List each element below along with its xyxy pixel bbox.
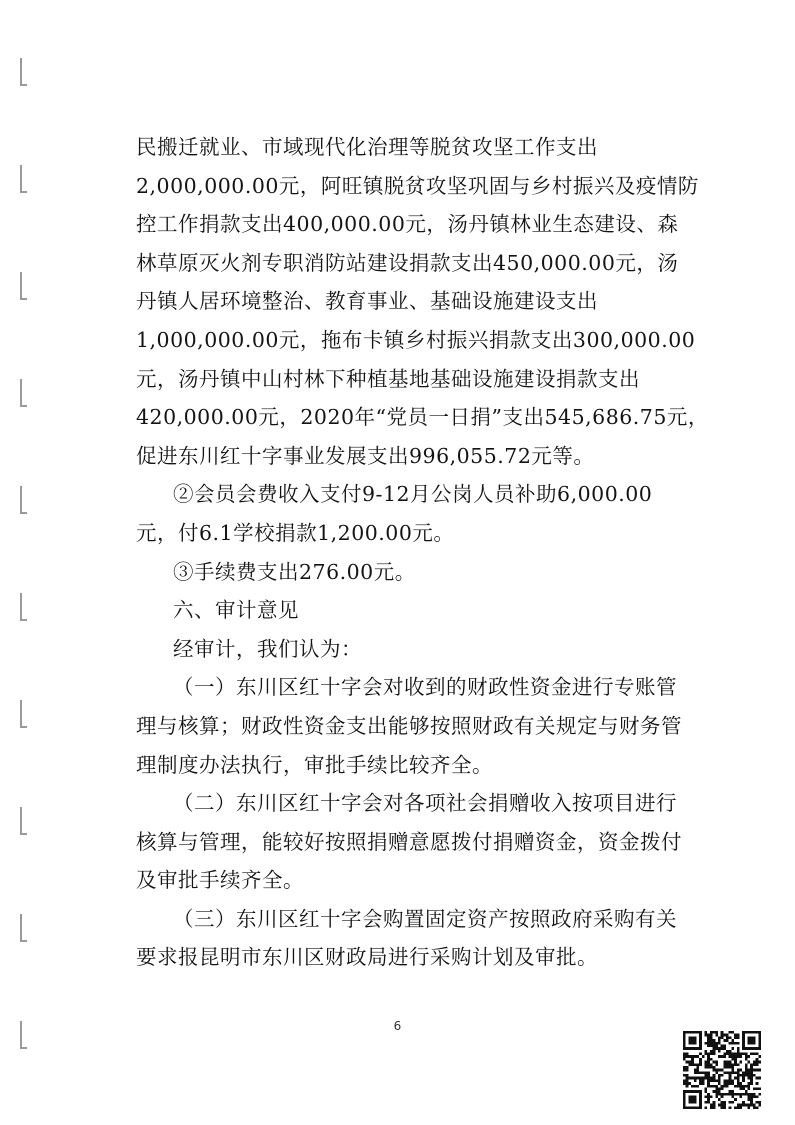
binding-mark <box>18 165 28 195</box>
text-line: 林草原灭火剂专职消防站建设捐款支出450,000.00元，汤 <box>136 250 679 275</box>
body-text <box>136 128 709 977</box>
paragraph <box>136 553 666 592</box>
paragraph <box>136 630 666 669</box>
text-line: 及审批手续齐全。 <box>136 868 304 893</box>
binding-mark <box>18 700 28 730</box>
text-line: 元，付6.1学校捐款1,200.00元。 <box>136 520 455 545</box>
text-line: 理制度办法执行，审批手续比较齐全。 <box>136 752 493 777</box>
text-line: 420,000.00元，2020年“党员一日捐”支出545,686.75元， <box>136 405 709 430</box>
paragraph <box>136 784 682 900</box>
text-line: 元，汤丹镇中山村林下种植基地基础设施建设捐款支出 <box>136 366 640 391</box>
text-line: （三）东川区红十字会购置固定资产按照政府采购有关 <box>173 906 677 931</box>
text-line: （一）东川区红十字会对收到的财政性资金进行专账管 <box>173 675 677 700</box>
text-line: 理与核算；财政性资金支出能够按照财政有关规定与财务管 <box>136 713 682 738</box>
text-line: 促进东川红十字事业发展支出996,055.72元等。 <box>136 443 595 468</box>
text-line: 控工作捐款支出400,000.00元，汤丹镇林业生态建设、森 <box>136 212 679 237</box>
text-line: ③手续费支出276.00元。 <box>173 559 416 584</box>
paragraph <box>136 591 666 630</box>
text-line: 2,000,000.00元，阿旺镇脱贫攻坚巩固与乡村振兴及疫情防 <box>136 173 699 198</box>
binding-mark <box>18 272 28 302</box>
text-line: 民搬迁就业、市域现代化治理等脱贫攻坚工作支出 <box>136 135 598 159</box>
text-line: （二）东川区红十字会对各项社会捐赠收入按项目进行 <box>173 791 677 816</box>
text-line: 1,000,000.00元，拖布卡镇乡村振兴捐款支出300,000.00 <box>136 327 696 352</box>
paragraph <box>136 668 682 784</box>
binding-mark <box>18 486 28 516</box>
paragraph <box>136 900 677 977</box>
qr-code-icon <box>683 1031 761 1109</box>
binding-mark <box>18 379 28 409</box>
text-line: 要求报昆明市东川区财政局进行采购计划及审批。 <box>136 945 598 970</box>
paragraph <box>136 475 666 552</box>
binding-mark <box>18 58 28 88</box>
text-line: 核算与管理，能较好按照捐赠意愿拨付捐赠资金，资金拨付 <box>136 829 682 854</box>
binding-mark <box>18 914 28 944</box>
text-line: 六、审计意见 <box>173 598 299 623</box>
text-line: ②会员会费收入支付9-12月公岗人员补助6,000.00 <box>173 482 653 507</box>
text-line: 经审计，我们认为： <box>173 636 362 661</box>
binding-mark <box>18 593 28 623</box>
paragraph <box>136 128 709 475</box>
binding-mark <box>18 807 28 837</box>
page-number: 6 <box>393 1019 402 1033</box>
text-line: 丹镇人居环境整治、教育事业、基础设施建设支出 <box>136 289 598 314</box>
